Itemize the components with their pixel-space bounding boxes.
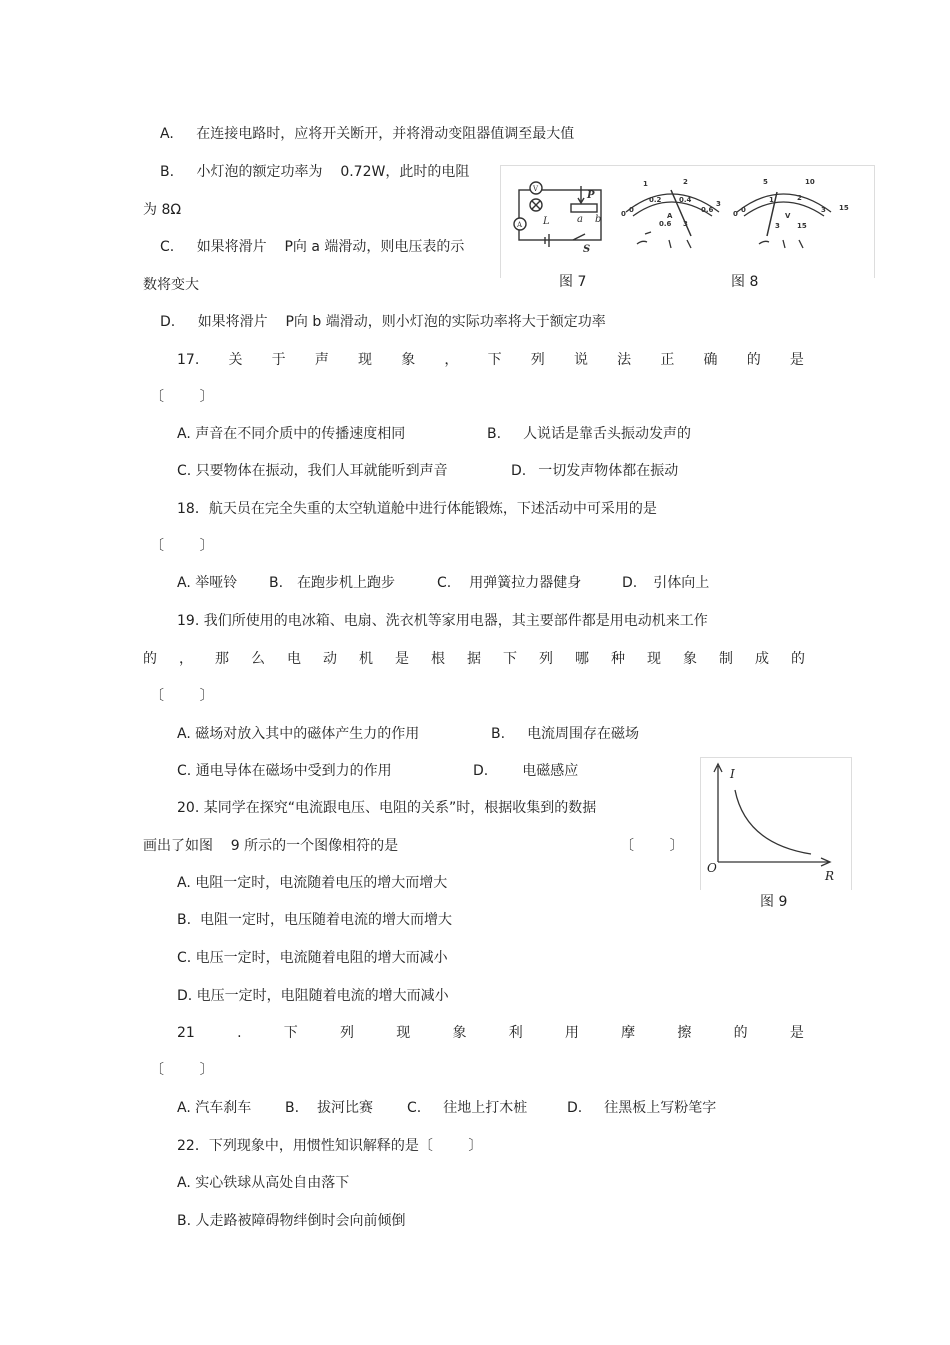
q17-stem-char: 法 xyxy=(617,352,632,368)
q21-stem-char: 21 xyxy=(177,1025,195,1041)
voltmeter-tick-10: 10 xyxy=(805,178,815,186)
switch-symbol xyxy=(573,234,585,240)
q21-option-a xyxy=(177,1098,251,1118)
option-text: 电流周围存在磁场 xyxy=(527,726,640,742)
option-text: 举哑铃 xyxy=(195,575,238,591)
q21-option-c xyxy=(407,1098,527,1118)
ammeter-scale-06: 0.6 xyxy=(701,206,714,214)
option-letter: D. xyxy=(511,463,527,479)
q20-stem: 20. 某同学在探究“电流跟电压、电阻的关系”时，根据收集到的数据 xyxy=(177,800,597,816)
option-text: 一切发声物体都在振动 xyxy=(538,463,679,479)
option-letter: D. xyxy=(567,1100,583,1116)
figure-7-caption: 图 7 xyxy=(559,274,587,290)
ammeter-scale-02: 0.2 xyxy=(649,196,662,204)
fig7-label-l: L xyxy=(543,216,550,227)
q21-stem-char: 是 xyxy=(789,1025,804,1041)
q17-stem-char: 关 xyxy=(228,352,243,368)
q19-stem-char: 据 xyxy=(467,651,481,667)
q21-stem-char: 擦 xyxy=(677,1025,692,1041)
fig7-label-a: A xyxy=(517,221,523,229)
q17-stem-char: 现 xyxy=(358,352,373,368)
q21-stem-char: 象 xyxy=(452,1025,467,1041)
q18-answer-bracket: 〔 〕 xyxy=(150,538,214,554)
option-text: 如果将滑片 P向 b 端滑动，则小灯泡的实际功率将大于额定功率 xyxy=(197,314,606,330)
q17-stem-char: 正 xyxy=(660,352,675,368)
ammeter-unit: A xyxy=(667,212,673,220)
q19-stem-char: 列 xyxy=(539,651,553,667)
q19-stem-char: ， xyxy=(179,651,193,667)
option-letter: A. xyxy=(177,426,191,442)
q18-option-c xyxy=(437,573,581,593)
option-letter: C. xyxy=(160,239,175,255)
q19-option-a xyxy=(177,724,419,744)
option-letter: A. xyxy=(177,1100,191,1116)
q19-stem-char: 的 xyxy=(143,651,157,667)
option-text: 拔河比赛 xyxy=(317,1100,374,1116)
q16-option-a xyxy=(160,124,574,144)
q17-stem-char: 象 xyxy=(401,352,416,368)
q21-stem-char: 用 xyxy=(564,1025,579,1041)
current-resistance-graph xyxy=(701,758,851,890)
option-letter: C. xyxy=(407,1100,422,1116)
voltmeter-scale-1: 1 xyxy=(769,196,774,204)
option-text: 如果将滑片 P向 a 端滑动，则电压表的示 xyxy=(196,239,465,255)
q21-stem-char: 的 xyxy=(733,1025,748,1041)
q20-answer-bracket: 〔 〕 xyxy=(620,838,684,854)
q22-option-a: A. 实心铁球从高处自由落下 xyxy=(177,1175,350,1191)
q19-stem-char: 机 xyxy=(359,651,373,667)
q20-option-d: D. 电压一定时，电阻随着电流的增大而减小 xyxy=(177,988,449,1004)
voltmeter-unit: V xyxy=(785,212,791,220)
q21-answer-bracket: 〔 〕 xyxy=(150,1062,214,1078)
q18-stem: 18．航天员在完全失重的太空轨道舱中进行体能锻炼，下述活动中可采用的是 xyxy=(177,501,657,517)
q19-option-d xyxy=(473,761,578,781)
graph-origin-label: O xyxy=(707,861,717,875)
q17-stem-char: 17. xyxy=(177,352,200,368)
fig7-label-s: S xyxy=(583,244,591,255)
option-text: 通电导体在磁场中受到力的作用 xyxy=(195,763,392,779)
q19-stem-char: 动 xyxy=(323,651,337,667)
ammeter-scale-04: 0.4 xyxy=(679,196,692,204)
q16-option-b-continued: 为 8Ω xyxy=(143,202,182,218)
q18-option-d xyxy=(622,573,709,593)
q17-option-d xyxy=(511,461,678,481)
q18-option-b xyxy=(269,573,395,593)
option-text: 在跑步机上跑步 xyxy=(297,575,396,591)
q22-option-b: B. 人走路被障碍物绊倒时会向前倾倒 xyxy=(177,1213,406,1229)
q19-stem-char: 象 xyxy=(683,651,697,667)
q21-stem-char: 列 xyxy=(339,1025,354,1041)
ammeter-tick-1: 1 xyxy=(643,180,648,188)
q21-stem-char: 摩 xyxy=(621,1025,636,1041)
option-text: 在连接电路时，应将开关断开，并将滑动变阻器值调至最大值 xyxy=(196,126,575,142)
option-text: 往黑板上写粉笔字 xyxy=(604,1100,717,1116)
option-letter: B. xyxy=(491,726,506,742)
voltmeter-scale-2: 2 xyxy=(797,194,802,202)
option-letter: A. xyxy=(160,126,174,142)
q21-option-b xyxy=(285,1098,373,1118)
ammeter-terminal-3: 3 xyxy=(683,220,688,228)
q18-option-a xyxy=(177,573,237,593)
q16-option-c-continued: 数将变大 xyxy=(143,277,199,293)
q21-stem-char: 下 xyxy=(283,1025,298,1041)
option-text: 小灯泡的额定功率为 0.72W，此时的电阻 xyxy=(196,164,470,180)
q19-stem: 19. 我们所使用的电冰箱、电扇、洗衣机等家用电器，其主要部件都是用电动机来工作 xyxy=(177,613,708,629)
voltmeter-tick-0: 0 xyxy=(733,210,738,218)
q17-stem-char: ， xyxy=(444,352,459,368)
q17-stem-char: 是 xyxy=(789,352,804,368)
option-text: 往地上打木桩 xyxy=(443,1100,528,1116)
voltmeter-tick-15: 15 xyxy=(839,204,849,212)
option-letter: B. xyxy=(269,575,284,591)
option-letter: A. xyxy=(177,726,191,742)
option-letter: B. xyxy=(487,426,502,442)
q19-stem-char: 那 xyxy=(215,651,229,667)
q21-stem xyxy=(177,1023,804,1043)
option-text: 引体向上 xyxy=(653,575,710,591)
option-letter: A. xyxy=(177,575,191,591)
q19-stem-char: 种 xyxy=(611,651,625,667)
option-text: 电磁感应 xyxy=(522,763,579,779)
q19-option-c xyxy=(177,761,392,781)
q17-option-b xyxy=(487,424,691,444)
q16-option-c xyxy=(160,237,464,257)
q21-stem-char: 利 xyxy=(508,1025,523,1041)
voltmeter-terminal-3: 3 xyxy=(775,222,780,230)
q21-stem-char: 现 xyxy=(396,1025,411,1041)
q17-option-a xyxy=(177,424,405,444)
q19-answer-bracket: 〔 〕 xyxy=(150,688,214,704)
option-letter: D. xyxy=(473,763,489,779)
option-text: 只要物体在振动，我们人耳就能听到声音 xyxy=(195,463,448,479)
option-text: 人说话是靠舌头振动发声的 xyxy=(523,426,692,442)
option-text: 用弹簧拉力器健身 xyxy=(469,575,582,591)
q16-option-d xyxy=(160,312,606,332)
voltmeter-dial xyxy=(737,192,831,248)
q20-stem-continued: 画出了如图 9 所示的一个图像相符的是 xyxy=(143,838,399,854)
ammeter-dial xyxy=(626,190,719,248)
option-letter: B. xyxy=(285,1100,300,1116)
figure-7-8-panel xyxy=(500,165,875,278)
q19-stem-char: 的 xyxy=(791,651,805,667)
option-text: 声音在不同介质中的传播速度相同 xyxy=(195,426,406,442)
q19-option-b xyxy=(491,724,639,744)
q19-stem-char: 电 xyxy=(287,651,301,667)
rheostat-symbol xyxy=(571,204,597,212)
q16-option-b xyxy=(160,162,469,182)
q20-option-a: A. 电阻一定时，电流随着电压的增大而增大 xyxy=(177,875,448,891)
option-letter: C. xyxy=(177,763,192,779)
q19-stem-char: 根 xyxy=(431,651,445,667)
voltmeter-tick-5: 5 xyxy=(763,178,768,186)
option-letter: D. xyxy=(622,575,638,591)
q17-stem-char: 声 xyxy=(314,352,329,368)
graph-x-label: R xyxy=(825,869,835,883)
fig7-label-b-end: b xyxy=(595,214,602,225)
fig7-label-p: P xyxy=(587,190,595,201)
q19-stem-char: 制 xyxy=(719,651,733,667)
q19-stem-char: 现 xyxy=(647,651,661,667)
q22-stem: 22．下列现象中，用惯性知识解释的是〔 〕 xyxy=(177,1138,483,1154)
graph-y-label: I xyxy=(730,767,735,781)
q17-stem-char: 列 xyxy=(530,352,545,368)
circuit-and-meters-figure xyxy=(501,166,874,278)
ammeter-tick-3: 3 xyxy=(716,200,721,208)
fig7-label-a-end: a xyxy=(577,214,583,225)
q19-stem-char: 下 xyxy=(503,651,517,667)
q17-stem-char: 的 xyxy=(746,352,761,368)
ammeter-tick-2: 2 xyxy=(683,178,688,186)
q20-option-b: B. 电阻一定时，电压随着电流的增大而增大 xyxy=(177,912,452,928)
q21-stem-char: . xyxy=(237,1025,242,1041)
option-letter: D. xyxy=(160,314,176,330)
q20-option-c: C. 电压一定时，电流随着电阻的增大而减小 xyxy=(177,950,448,966)
q17-option-c xyxy=(177,461,448,481)
option-letter: C. xyxy=(437,575,452,591)
ammeter-scale-0: 0 xyxy=(629,206,634,214)
q17-stem xyxy=(177,350,804,370)
inverse-curve xyxy=(735,790,811,854)
option-text: 磁场对放入其中的磁体产生力的作用 xyxy=(195,726,420,742)
figure-8-caption: 图 8 xyxy=(731,274,759,290)
voltmeter-scale-0: 0 xyxy=(741,206,746,214)
q21-option-d xyxy=(567,1098,716,1118)
ammeter-terminal-06: 0.6 xyxy=(659,220,672,228)
q19-stem-char: 么 xyxy=(251,651,265,667)
q19-stem-char: 是 xyxy=(395,651,409,667)
option-letter: B. xyxy=(160,164,175,180)
q19-stem-char: 哪 xyxy=(575,651,589,667)
voltmeter-terminal-15: 15 xyxy=(797,222,807,230)
option-text: 汽车刹车 xyxy=(195,1100,252,1116)
q17-stem-char: 确 xyxy=(703,352,718,368)
voltmeter-scale-3: 3 xyxy=(821,206,826,214)
option-letter: C. xyxy=(177,463,192,479)
fig7-label-v: V xyxy=(533,185,539,193)
q17-stem-char: 说 xyxy=(573,352,588,368)
ammeter-tick-0: 0 xyxy=(621,210,626,218)
figure-9-caption: 图 9 xyxy=(760,894,788,910)
q17-stem-char: 于 xyxy=(271,352,286,368)
figure-9-panel xyxy=(700,757,852,890)
q19-stem-continued xyxy=(143,649,805,669)
q17-answer-bracket: 〔 〕 xyxy=(150,389,214,405)
q17-stem-char: 下 xyxy=(487,352,502,368)
q19-stem-char: 成 xyxy=(755,651,769,667)
